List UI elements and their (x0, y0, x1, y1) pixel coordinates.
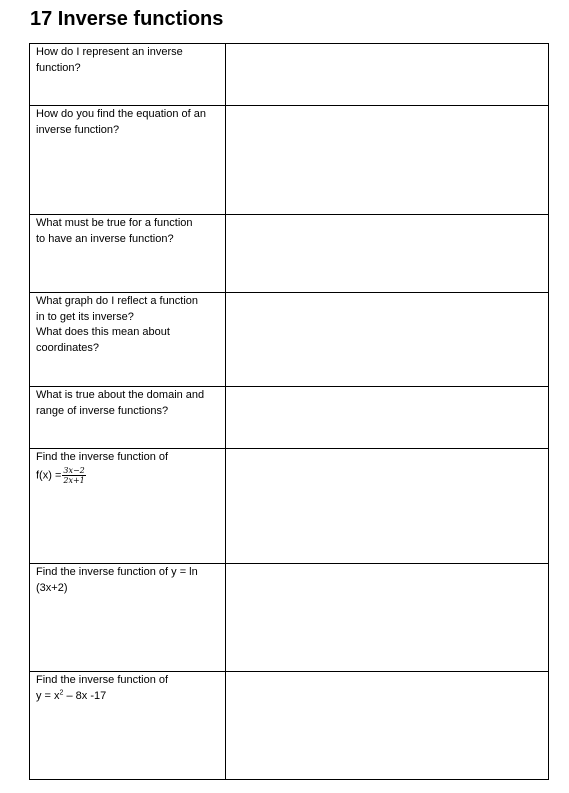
question-text: in to get its inverse? (36, 310, 134, 323)
table-row (30, 449, 549, 564)
question-text: Find the inverse function of y = ln (36, 566, 198, 578)
question-table (29, 43, 549, 780)
question-cell (30, 106, 226, 215)
fraction (62, 466, 85, 485)
formula-prefix: f(x) = (36, 468, 62, 481)
question-text: (3x+2) (36, 581, 68, 594)
answer-cell[interactable] (226, 215, 549, 293)
table-row (30, 44, 549, 106)
table-row (30, 293, 549, 387)
answer-cell[interactable] (226, 44, 549, 106)
fraction-numerator: 3x−2 (63, 465, 85, 475)
question-text: function? (36, 61, 81, 74)
answer-cell[interactable] (226, 293, 549, 387)
question-cell (30, 387, 226, 449)
fraction-denominator: 2x+1 (63, 475, 85, 485)
table-row (30, 387, 549, 449)
question-cell (30, 293, 226, 387)
answer-cell[interactable] (226, 449, 549, 564)
table-row (30, 106, 549, 215)
formula-line (36, 466, 220, 485)
question-cell (30, 215, 226, 293)
question-text: How do you find the equation of an (36, 108, 207, 120)
answer-cell[interactable] (226, 106, 549, 215)
question-text: inverse function? (36, 123, 120, 136)
question-text: Find the inverse function of (36, 451, 169, 463)
question-text: How do I represent an inverse (36, 46, 183, 58)
question-text: What does this mean about (36, 326, 170, 338)
answer-cell[interactable] (226, 672, 549, 780)
question-text: What must be true for a function (36, 217, 193, 229)
question-cell (30, 564, 226, 672)
equation-part: y = x (36, 689, 60, 702)
question-text: coordinates? (36, 341, 99, 354)
question-text: Find the inverse function of (36, 674, 169, 686)
table-row (30, 564, 549, 672)
question-text: What graph do I reflect a function (36, 295, 199, 307)
question-cell (30, 672, 226, 780)
answer-cell[interactable] (226, 564, 549, 672)
question-text: range of inverse functions? (36, 404, 169, 417)
question-text: to have an inverse function? (36, 232, 174, 245)
question-cell (30, 44, 226, 106)
table-row (30, 215, 549, 293)
question-cell (30, 449, 226, 564)
table-row (30, 672, 549, 780)
question-text: What is true about the domain and (36, 389, 205, 401)
page-title: 17 Inverse functions (30, 8, 224, 30)
equation-part: – 8x -17 (63, 689, 107, 702)
answer-cell[interactable] (226, 387, 549, 449)
equation-line (36, 689, 220, 705)
equation-exponent: 2 (59, 688, 64, 696)
